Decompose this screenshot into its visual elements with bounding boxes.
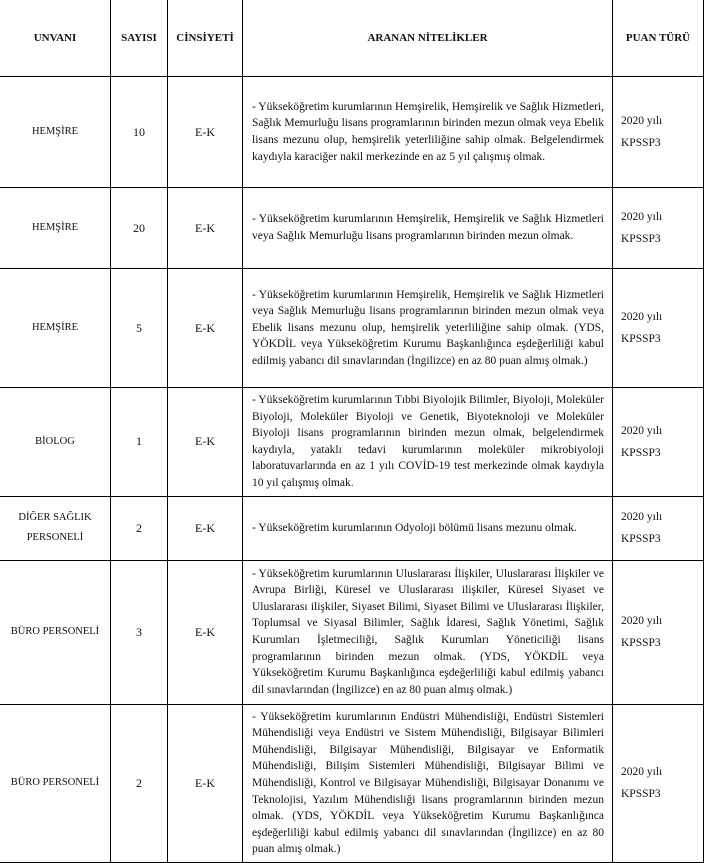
header-score-type: PUAN TÜRÜ (613, 0, 704, 77)
position-title: DİĞER SAĞLIK PERSONELİ (0, 496, 111, 560)
position-count: 2 (111, 704, 168, 862)
score-year: 2020 yılı (621, 424, 663, 437)
header-title: UNVANI (0, 0, 111, 77)
score-year: 2020 yılı (621, 115, 663, 127)
score-year: 2020 yılı (621, 311, 663, 323)
score-code: KPSSP3 (621, 533, 661, 546)
position-qualifications: - Yükseköğretim kurumlarının Tıbbi Biyolojik Bilimler, Biyoloji, Moleküler Biyoloji, Moleküler Biyoloji ve Genetik, Biyoteknoloji ve Moleküler Biyoloji lisans programlarının birinden mezun olmak, belgelendirmek kaydıyla, yataklı tedavi kurumlarının moleküler mikrobiyoloji laboratuvarlarında en az 1 yılı COVİD-19 test merkezinde olmak kaydıyla 10 yıl çalışmış olmak. (243, 388, 613, 497)
position-count: 5 (111, 269, 168, 388)
score-code: KPSSP3 (621, 446, 661, 459)
position-gender: E-K (168, 496, 243, 560)
position-gender: E-K (168, 704, 243, 862)
position-title: BİOLOG (0, 388, 111, 497)
score-code: KPSSP3 (621, 637, 661, 650)
table-row (0, 269, 704, 388)
position-score-type (613, 269, 704, 388)
score-year: 2020 yılı (621, 211, 663, 223)
score-year: 2020 yılı (621, 615, 663, 628)
table-row (0, 496, 704, 560)
position-gender: E-K (168, 269, 243, 388)
position-score-type (613, 388, 704, 497)
position-qualifications: - Yükseköğretim kurumlarının Odyoloji bölümü lisans mezunu olmak. (243, 496, 613, 560)
position-count: 2 (111, 496, 168, 560)
position-gender: E-K (168, 560, 243, 704)
position-qualifications: - Yükseköğretim kurumlarının Hemşirelik, Hemşirelik ve Sağlık Hizmetleri veya Sağlık Memurluğu lisans programlarının birinden mezun olmak veya Ebelik lisans mezunu olup, hemşirelik yeterliliğine sahip olmak. (YDS, YÖKDİL veya Yükseköğretim Kurumu Başkanlığınca eşdeğerliliği kabul edilmiş yabancı dil sınavlarından (İngilizce) en az 80 puan almış olmak.) (243, 269, 613, 388)
position-count: 10 (111, 77, 168, 188)
position-title: HEMŞİRE (0, 188, 111, 269)
position-gender: E-K (168, 188, 243, 269)
position-gender: E-K (168, 77, 243, 188)
table-row (0, 388, 704, 497)
position-title: HEMŞİRE (0, 77, 111, 188)
header-qualifications: ARANAN NİTELİKLER (243, 0, 613, 77)
score-code: KPSSP3 (621, 333, 661, 345)
table-row (0, 704, 704, 862)
position-count: 1 (111, 388, 168, 497)
position-title: BÜRO PERSONELİ (0, 560, 111, 704)
position-score-type (613, 560, 704, 704)
position-score-type (613, 496, 704, 560)
position-qualifications: - Yükseköğretim kurumlarının Hemşirelik, Hemşirelik ve Sağlık Hizmetleri, Sağlık Memurluğu lisans programlarının birinden mezun olmak veya Ebelik lisans mezunu olup, hemşirelik yeterliliğine sahip olmak. Belgelendirmek kaydıyla karaciğer nakil merkezinde en az 5 yıl çalışmış olmak. (243, 77, 613, 188)
score-year: 2020 yılı (621, 766, 663, 779)
score-code: KPSSP3 (621, 233, 661, 245)
position-score-type (613, 77, 704, 188)
table-row (0, 188, 704, 269)
score-code: KPSSP3 (621, 788, 661, 801)
position-title: HEMŞİRE (0, 269, 111, 388)
position-count: 3 (111, 560, 168, 704)
position-qualifications: - Yükseköğretim kurumlarının Endüstri Mühendisliği, Endüstri Sistemleri Mühendisliği veya Endüstri ve Sistem Mühendisliği, Bilgisayar Bilimleri Mühendisliği, Bilgisayar Mühendisliği, Bilgisayar ve Enformatik Mühendisliği, Bilişim Sistemleri Mühendisliği, Bilgisayar Bilimi ve Mühendisliği, Kontrol ve Bilgisayar Mühendisliği, Bilgisayar Donanımı ve Teknolojisi, Yazılım Mühendisliği lisans programlarının birinden mezun olmak. (YDS, YÖKDİL veya Yükseköğretim Kurumu Başkanlığınca eşdeğerliliği kabul edilmiş yabancı dil sınavlarından (İngilizce) en az 80 puan almış olmak.) (243, 704, 613, 862)
score-year: 2020 yılı (621, 511, 663, 524)
position-score-type (613, 704, 704, 862)
header-row (0, 0, 704, 77)
position-score-type (613, 188, 704, 269)
position-title: BÜRO PERSONELİ (0, 704, 111, 862)
table-row (0, 77, 704, 188)
header-count: SAYISI (111, 0, 168, 77)
score-code: KPSSP3 (621, 137, 661, 149)
position-qualifications: - Yükseköğretim kurumlarının Uluslararası İlişkiler, Uluslararası İlişkiler ve Avrupa Birliği, Küresel ve Uluslararası ilişkiler, Küresel Siyaset ve Uluslararası ilişkiler, Siyaset Bilimi, Siyaset Bilimi ve Uluslararası İlişkiler, Toplumsal ve Siyasal Bilimler, Sağlık İdaresi, Sağlık Yönetimi, Sağlık Kurumları İşletmeciliği, Sağlık Kurumları Yöneticiliği lisans programlarının birinden mezun olmak. (YDS, YÖKDİL veya Yükseköğretim Kurumu Başkanlığınca eşdeğerliliği kabul edilmiş yabancı dil sınavlarından (İngilizce) en az 80 puan almış olmak.) (243, 560, 613, 704)
position-qualifications: - Yükseköğretim kurumlarının Hemşirelik, Hemşirelik ve Sağlık Hizmetleri veya Sağlık Memurluğu lisans programlarının birinden mezun olmak. (243, 188, 613, 269)
table-row (0, 560, 704, 704)
position-count: 20 (111, 188, 168, 269)
header-gender: CİNSİYETİ (168, 0, 243, 77)
position-gender: E-K (168, 388, 243, 497)
